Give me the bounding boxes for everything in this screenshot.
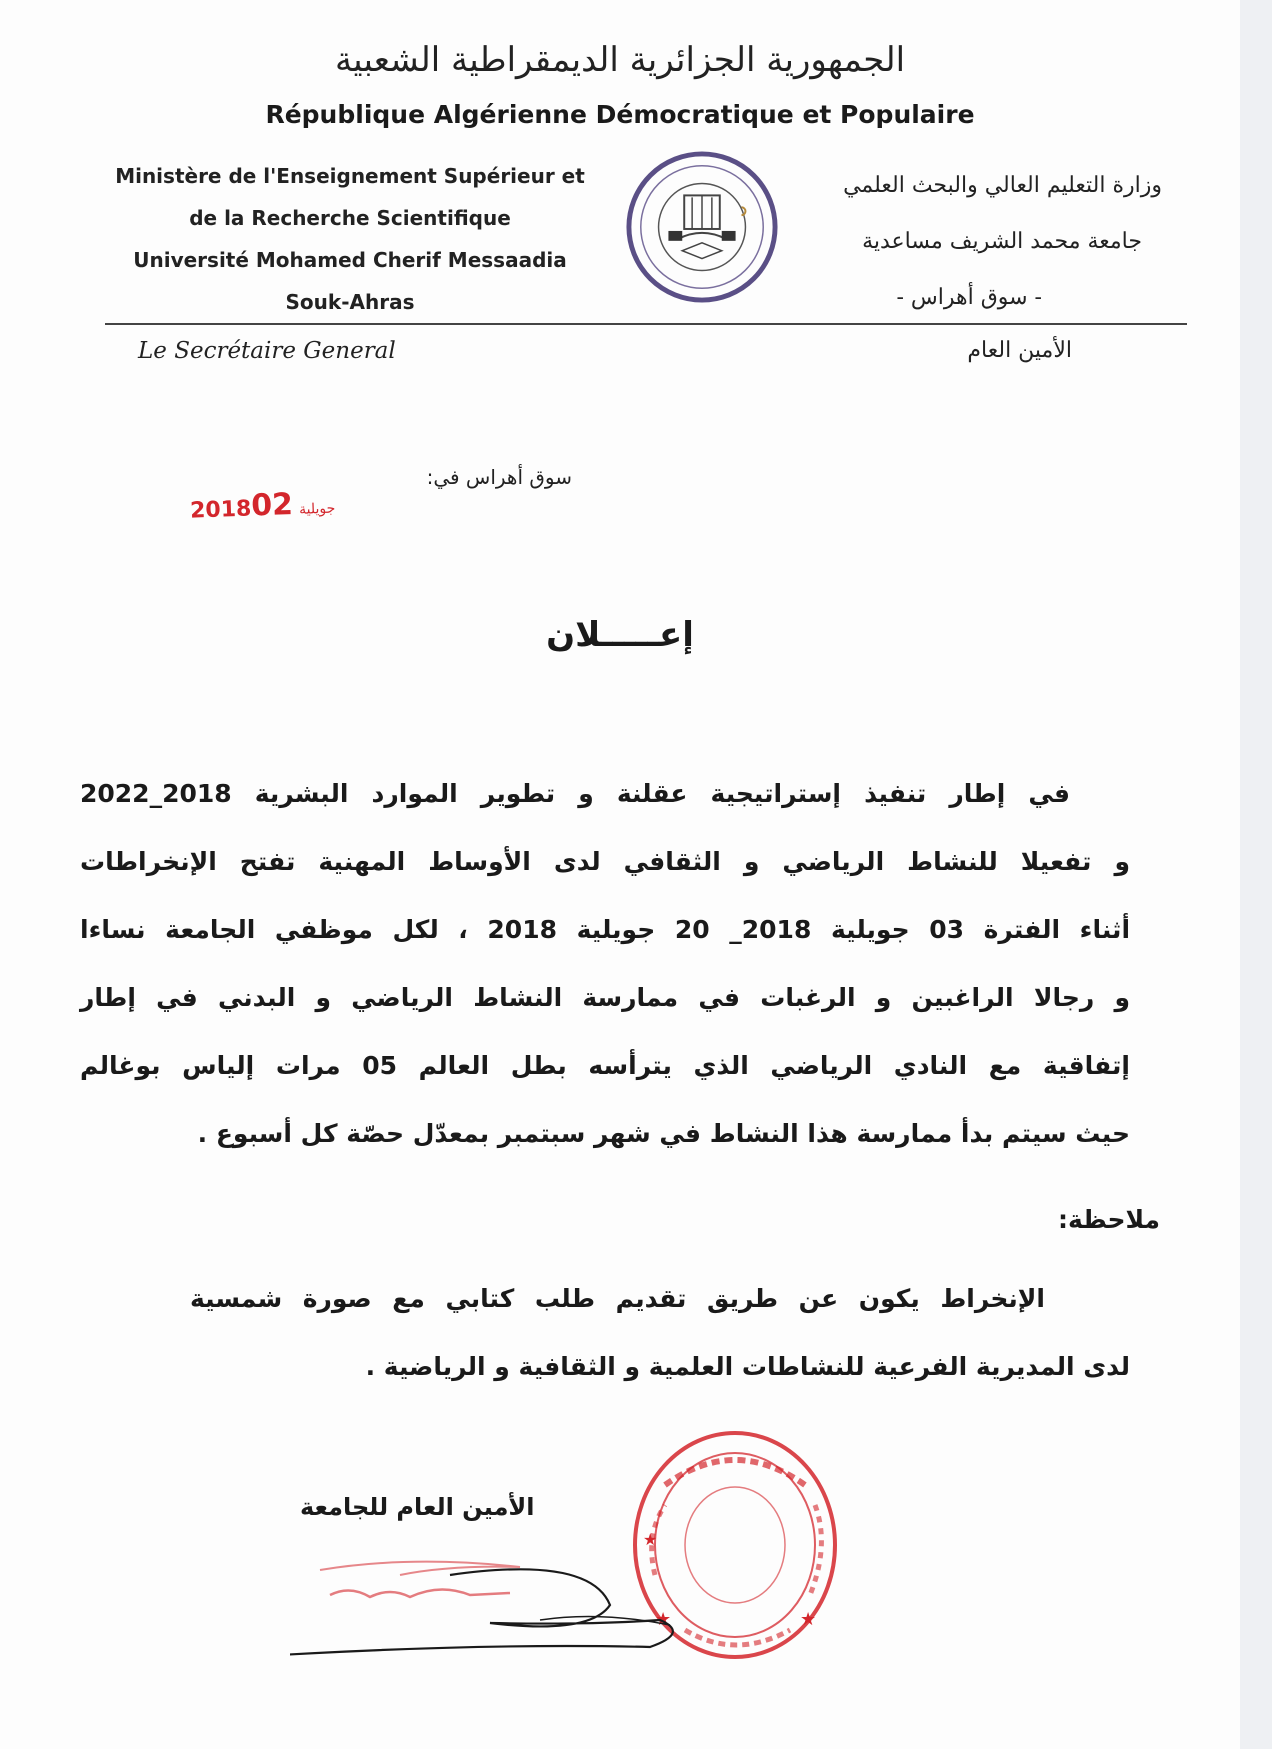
- signatory-title: الأمين العام للجامعة: [300, 1493, 535, 1521]
- body-line: و تفعيلا للنشاط الرياضي و الثقافي لدى الأوساط المهنية تفتح الإنخراطات: [80, 847, 1130, 876]
- note-label: ملاحظة:: [1058, 1205, 1160, 1234]
- institution-french: [100, 155, 600, 323]
- svg-text:★: ★: [655, 1609, 672, 1630]
- ministry-line-1: Ministère de l'Enseignement Supérieur et: [115, 164, 585, 188]
- university-name-ar: جامعة محمد الشريف مساعدية: [862, 229, 1142, 254]
- secretary-general-ar: الأمين العام: [967, 338, 1072, 363]
- announcement-title: إعـــــلان: [546, 615, 694, 655]
- city-fr: Souk-Ahras: [285, 290, 415, 314]
- city-ar: - سوق أهراس -: [896, 285, 1042, 310]
- stamp-day: 02: [250, 487, 294, 524]
- institution-arabic: [762, 158, 1162, 326]
- note-text: [190, 1265, 1130, 1401]
- scan-edge: [1240, 0, 1272, 1749]
- body-line: في إطار تنفيذ إستراتيجية عقلنة و تطوير الموارد البشرية 2018_2022: [80, 779, 1070, 808]
- body-line: و رجالا الراغبين و الرغبات في ممارسة النشاط الرياضي و البدني في إطار: [80, 983, 1130, 1012]
- body-line: حيث سيتم بدأ ممارسة هذا النشاط في شهر سبتمبر بمعدّل حصّة كل أسبوع .: [197, 1119, 1130, 1148]
- body-line: أثناء الفترة 03 جويلية 2018_ 20 جويلية 2018 ، لكل موظفي الجامعة نساءا: [80, 915, 1131, 944]
- note-line: لدى المديرية الفرعية للنشاطات العلمية و الثقافية و الرياضية .: [365, 1352, 1130, 1381]
- header-divider: [105, 323, 1187, 325]
- date-stamp: [189, 485, 341, 525]
- republic-title-arabic: الجمهورية الجزائرية الديمقراطية الشعبية: [334, 40, 906, 80]
- ministry-line-2: de la Recherche Scientifique: [189, 206, 511, 230]
- stamp-month: جويلية: [298, 500, 336, 518]
- university-name-fr: Université Mohamed Cherif Messaadia: [133, 248, 567, 272]
- republic-title-french: République Algérienne Démocratique et Populaire: [265, 100, 975, 129]
- svg-text:★: ★: [643, 1530, 658, 1549]
- university-logo-icon: [623, 148, 781, 306]
- secretary-general-fr: Le Secrétaire General: [138, 338, 396, 364]
- handwritten-signature: [290, 1525, 760, 1665]
- body-line: إتفاقية مع النادي الرياضي الذي يترأسه بطل العالم 05 مرات إلياس بوغالم: [80, 1051, 1130, 1080]
- ministry-arabic: وزارة التعليم العالي والبحث العلمي: [843, 173, 1162, 198]
- announcement-body: [80, 760, 1130, 1168]
- svg-text:★: ★: [800, 1609, 817, 1630]
- note-line: الإنخراط يكون عن طريق تقديم طلب كتابي مع صورة شمسية: [190, 1284, 1045, 1313]
- place-dateline: سوق أهراس في:: [426, 465, 572, 489]
- stamp-year: 2018: [189, 496, 252, 524]
